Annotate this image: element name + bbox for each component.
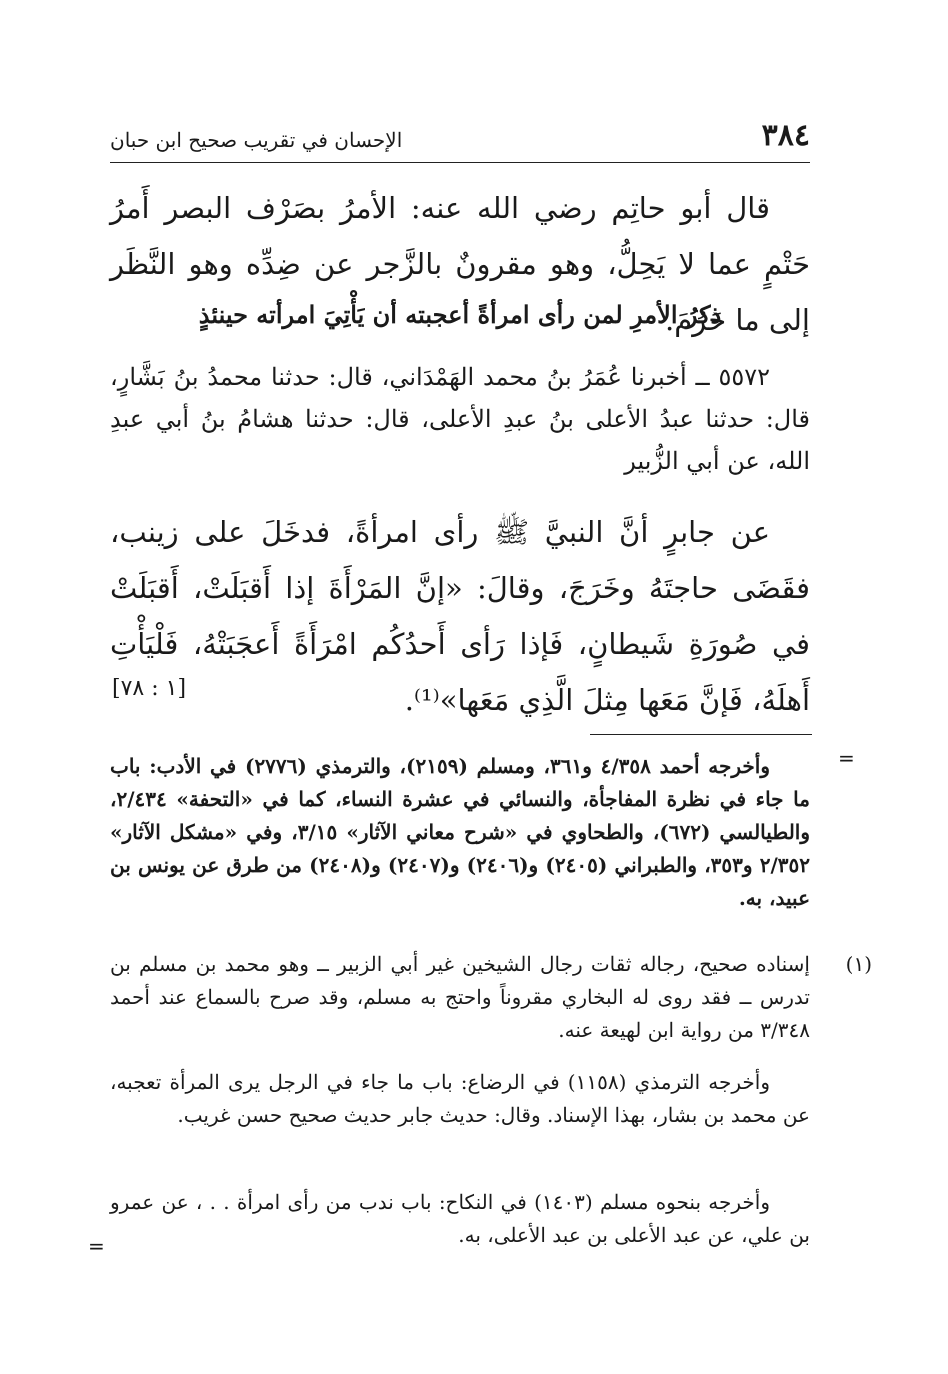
chapter-heading: ذكرُ الأمرِ لمن رأى امرأةً أعجبته أن يَأْتِيَ امرأته حينئذٍ [198, 300, 722, 329]
footnote-1-text: إسناده صحيح، رجاله ثقات رجال الشيخين غير أبي الزبير ــ وهو محمد بن مسلم بن تدرس ــ فقد روى له البخاري مقروناً واحتج به مسلم، وقد صرح بالسماع عند أحمد ٣/٣٤٨ من رواية ابن لهيعة عنه. [110, 952, 810, 1042]
footnote-1 [110, 948, 872, 1047]
running-title: الإحسان في تقريب صحيح ابن حبان [110, 128, 403, 152]
hadith-isnad: ٥٥٧٢ ــ أخبرنا عُمَرُ بنُ محمد الهَمْدَاني، قال: حدثنا محمدُ بنُ بَشَّارٍ، قال: حدثنا عبدُ الأعلى بنُ عبدِ الأعلى، قال: حدثنا هشامُ بنُ أبي عبدِ الله، عن أبي الزُّبير [110, 363, 810, 475]
page-number: ٣٨٤ [761, 118, 810, 153]
footnote-rule [590, 734, 812, 735]
reference-tag: [١ : ٧٨] [112, 676, 187, 701]
footnote-1-paragraph-3: وأخرجه بنحوه مسلم (١٤٠٣) في النكاح: باب ندب من رأى امرأة . . ، عن عمرو بن علي، عن عبد الأعلى بن عبد الأعلى، به. [110, 1190, 810, 1247]
continuation-mark-bottom: = [88, 1234, 105, 1258]
footnote-continued [110, 750, 810, 915]
footnote-1-paragraph-2: وأخرجه الترمذي (١١٥٨) في الرضاع: باب ما جاء في الرجل يرى المرأة تعجبه، عن محمد بن بشار، بهذا الإسناد. وقال: حديث جابر حديث صحيح حسن غريب. [110, 1070, 810, 1127]
commentary-paragraph: قال أبو حاتِم رضي الله عنه: الأمرُ بصَرْف البصر أَمرُ حَتْمٍ عما لا يَحِلُّ، وهو مقرونٌ بالزَّجر عن ضِدِّه وهو النَّظَر إلى ما حَرُمَ. [110, 191, 810, 337]
page-header [110, 118, 810, 158]
continuation-mark-top: = [838, 746, 855, 770]
hadith-matn: عن جابرٍ أنَّ النبيَّ ﷺ رأى امرأةً، فدخَلَ على زينب، فقَضَى حاجتَهُ وخَرَجَ، وقالَ: «إنَّ المَرْأَةَ إذا أَقبَلَتْ، أَقبَلَتْ في صُورَةِ شَيطانٍ، فَإذا رَأى أَحدُكُم امْرَأَةً أَعجَبَتْهُ، فَلْيَأْتِ أَهلَهُ، فَإنَّ مَعَها مِثلَ الَّذِي مَعَها»⁽¹⁾. [110, 515, 810, 717]
footnote-number: (١) [845, 952, 872, 976]
footnote-continued-text: وأخرجه أحمد ٤/٣٥٨ و٣٦١، ومسلم (٢١٥٩)، والترمذي (٢٧٧٦) في الأدب: باب ما جاء في نظرة المفاجأة، والنسائي في عشرة النساء، كما في «التحفة» ٢/٤٣٤، والطيالسي (٦٧٢)، والطحاوي في «شرح معاني الآثار» ٣/١٥، وفي «مشكل الآثار» ٢/٣٥٢ و٣٥٣، والطبراني (٢٤٠٥) و(٢٤٠٦) و(٢٤٠٧) و(٢٤٠٨) من طرق عن يونس بن عبيد، به. [110, 754, 811, 910]
header-rule [110, 162, 810, 163]
